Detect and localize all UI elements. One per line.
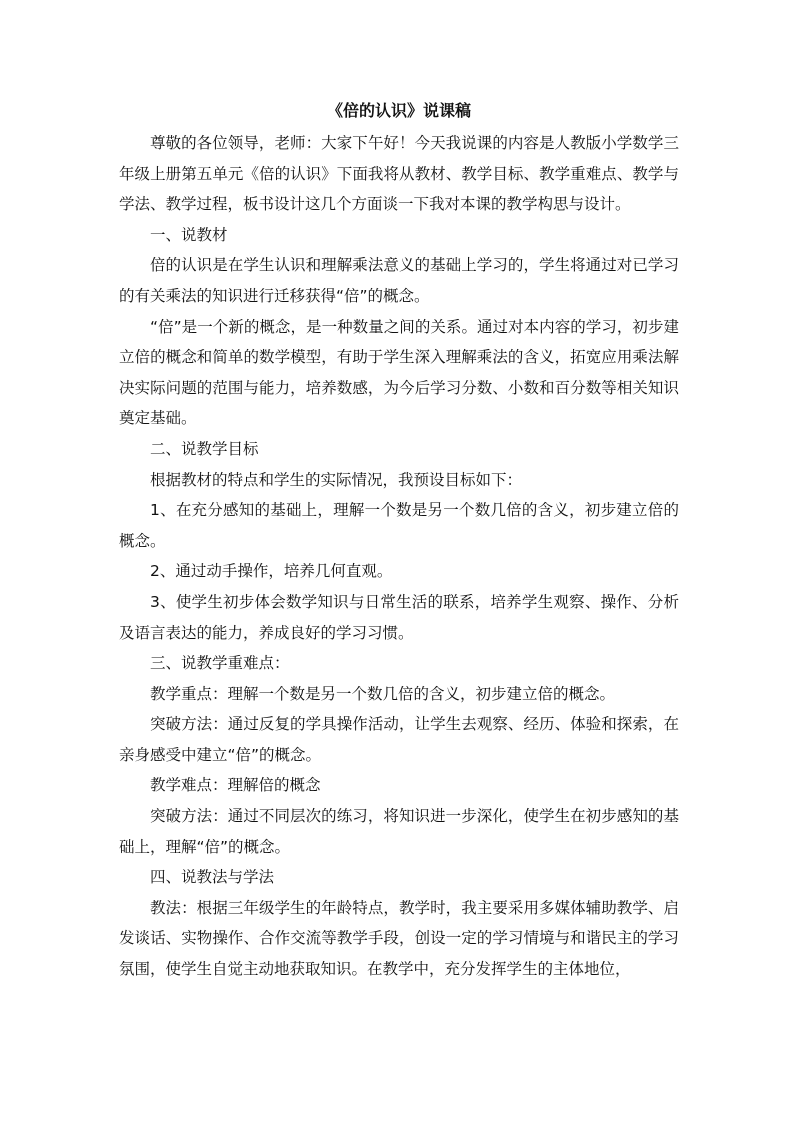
paragraph-goals-intro: 根据教材的特点和学生的实际情况，我预设目标如下： bbox=[150, 470, 523, 489]
section-heading-methods: 四、说教法与学法 bbox=[150, 868, 275, 887]
paragraph-key-point: 教学重点：理解一个数是另一个数几倍的含义，初步建立倍的概念。 bbox=[150, 684, 616, 703]
paragraph-teaching-method: 教法：根据三年级学生的年龄特点，教学时，我主要采用多媒体辅助教学、启发谈话、实物操作、合作交流等教学手段，创设一定的学习情境与和谐民主的学习氛围，使学生自觉主动地获取知识。在教学中，充分发挥学生的主体地位， bbox=[119, 898, 679, 979]
goal-item-1: 1、在充分感知的基础上，理解一个数是另一个数几倍的含义，初步建立倍的概念。 bbox=[119, 501, 679, 550]
document-page bbox=[119, 94, 679, 985]
document-title: 《倍的认识》说课稿 bbox=[326, 101, 471, 120]
paragraph-difficulty: 教学难点：理解倍的概念 bbox=[150, 776, 321, 795]
section-heading-key-points: 三、说教学重难点： bbox=[150, 654, 290, 673]
paragraph-textbook-1: 倍的认识是在学生认识和理解乘法意义的基础上学习的，学生将通过对已学习的有关乘法的知识进行迁移获得“倍”的概念。 bbox=[119, 256, 679, 305]
section-heading-textbook: 一、说教材 bbox=[150, 225, 228, 244]
paragraph-key-point-method: 突破方法：通过反复的学具操作活动，让学生去观察、经历、体验和探索，在亲身感受中建立“倍”的概念。 bbox=[119, 715, 679, 764]
section-heading-goals: 二、说教学目标 bbox=[150, 439, 259, 458]
paragraph-difficulty-method: 突破方法：通过不同层次的练习，将知识进一步深化，使学生在初步感知的基础上，理解“倍”的概念。 bbox=[119, 807, 679, 856]
paragraph-greeting: 尊敬的各位领导，老师：大家下午好！今天我说课的内容是人教版小学数学三年级上册第五单元《倍的认识》下面我将从教材、教学目标、教学重难点、教学与学法、教学过程，板书设计这几个方面谈一下我对本课的教学构思与设计。 bbox=[119, 134, 679, 214]
goal-item-2: 2、通过动手操作，培养几何直观。 bbox=[150, 562, 393, 581]
paragraph-textbook-2: “倍”是一个新的概念，是一种数量之间的关系。通过对本内容的学习，初步建立倍的概念和简单的数学模型，有助于学生深入理解乘法的含义，拓宽应用乘法解决实际问题的范围与能力，培养数感，为今后学习分数、小数和百分数等相关知识奠定基础。 bbox=[119, 317, 679, 428]
goal-item-3: 3、使学生初步体会数学知识与日常生活的联系，培养学生观察、操作、分析及语言表达的能力，养成良好的学习习惯。 bbox=[119, 592, 679, 642]
